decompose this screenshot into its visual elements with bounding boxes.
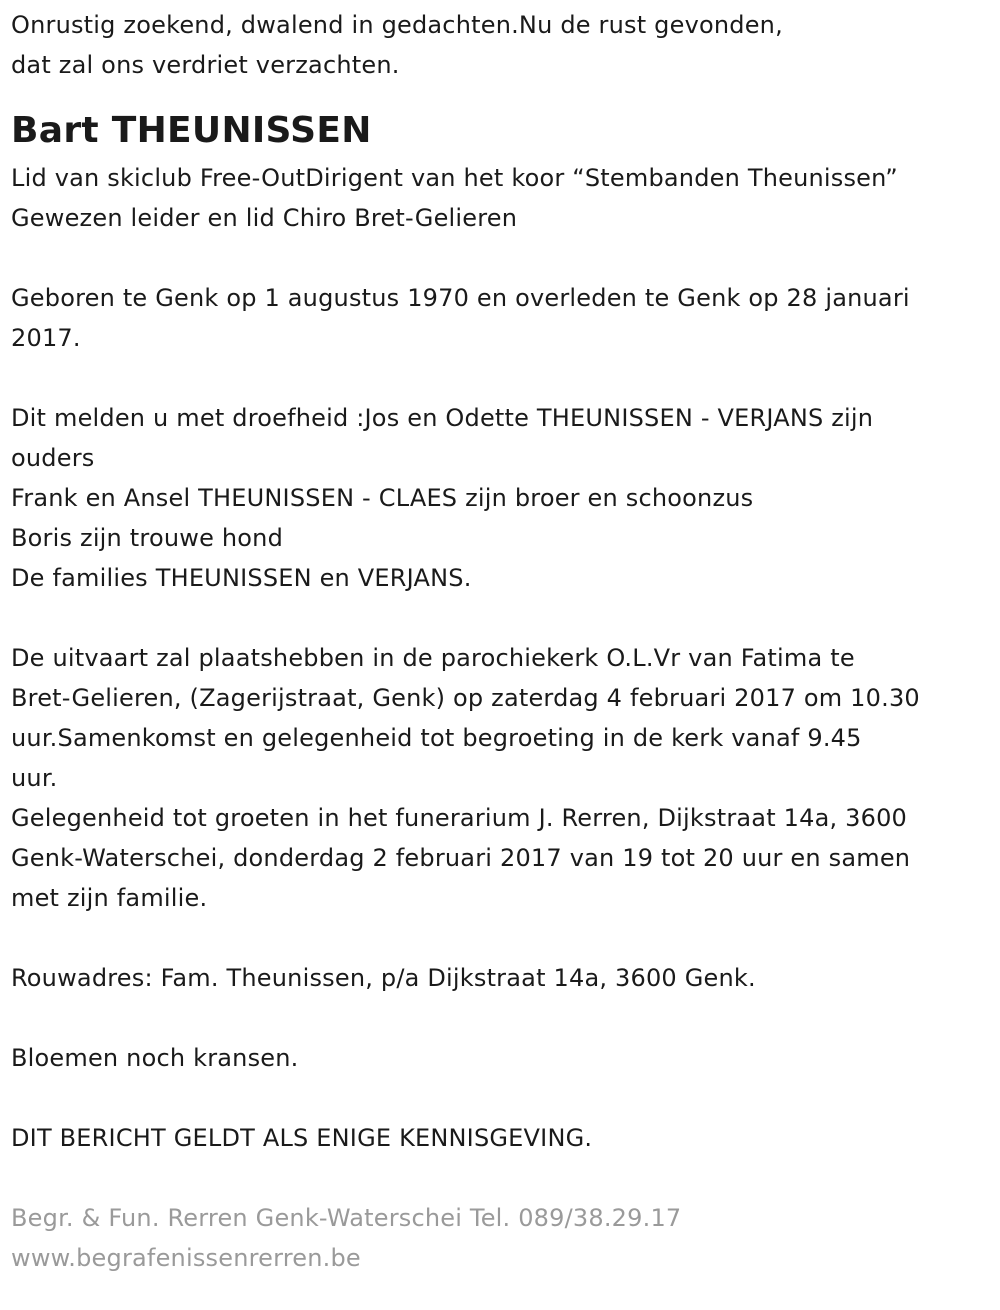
deceased-name: Bart THEUNISSEN [11,110,372,151]
role-line: Gewezen leider en lid Chiro Bret-Gelieren [11,204,518,232]
motto-line: dat zal ons verdriet verzachten. [11,51,400,79]
funeral-line: uur.Samenkomst en gelegenheid tot begroeting in de kerk vanaf 9.45 [11,724,862,752]
obituary-document [11,5,991,1278]
role-line: Lid van skiclub Free-OutDirigent van het koor “Stembanden Theunissen” [11,164,898,192]
roles-block [11,158,991,238]
funeral-line: uur. [11,764,58,792]
official-notice: DIT BERICHT GELDT ALS ENIGE KENNISGEVING. [11,1124,593,1152]
birth-death-line: Geboren te Genk op 1 augustus 1970 en overleden te Genk op 28 januari [11,284,910,312]
flowers-note: Bloemen noch kransen. [11,1044,299,1072]
announcement-line: Boris zijn trouwe hond [11,524,283,552]
spacer [11,238,991,278]
announcement-line: ouders [11,444,95,472]
funeral-line: Gelegenheid tot groeten in het funerarium J. Rerren, Dijkstraat 14a, 3600 [11,804,908,832]
announcement-line: De families THEUNISSEN en VERJANS. [11,564,472,592]
birth-death-block [11,278,991,358]
funeral-line: Genk-Waterschei, donderdag 2 februari 2017 van 19 tot 20 uur en samen [11,844,911,872]
funeral-block [11,638,991,918]
spacer [11,1158,991,1198]
undertaker-contact: Begr. & Fun. Rerren Genk-Waterschei Tel. 089/38.29.17 [11,1204,682,1232]
spacer [11,998,991,1038]
announcement-block [11,398,991,598]
motto-block [11,5,991,85]
motto-line: Onrustig zoekend, dwalend in gedachten.Nu de rust gevonden, [11,11,783,39]
mourning-address: Rouwadres: Fam. Theunissen, p/a Dijkstraat 14a, 3600 Genk. [11,964,756,992]
announcement-line: Dit melden u met droefheid :Jos en Odette THEUNISSEN - VERJANS zijn [11,404,874,432]
undertaker-website: www.begrafenissenrerren.be [11,1244,361,1272]
spacer [11,918,991,958]
spacer [11,598,991,638]
undertaker-footer [11,1198,991,1278]
birth-death-line: 2017. [11,324,81,352]
funeral-line: Bret-Gelieren, (Zagerijstraat, Genk) op zaterdag 4 februari 2017 om 10.30 [11,684,920,712]
funeral-line: met zijn familie. [11,884,208,912]
spacer [11,358,991,398]
funeral-line: De uitvaart zal plaatshebben in de parochiekerk O.L.Vr van Fatima te [11,644,855,672]
spacer [11,1078,991,1118]
announcement-line: Frank en Ansel THEUNISSEN - CLAES zijn broer en schoonzus [11,484,754,512]
